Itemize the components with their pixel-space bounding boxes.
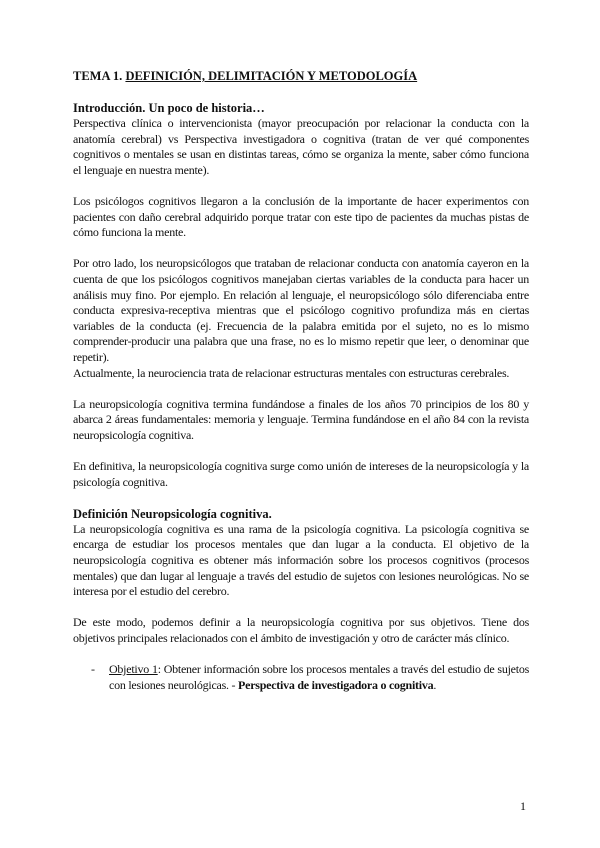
list-dash: -: [91, 662, 95, 677]
intro-paragraph-2: Los psicólogos cognitivos llegaron a la conclusión de la importante de hacer experimentos con pacientes con daño cerebral adquirido porque tratar con este tipo de pacientes da muchas pistas de cómo funciona la mente.: [73, 193, 529, 240]
page-content: [73, 68, 529, 693]
intro-heading: Introducción. Un poco de historia…: [73, 101, 265, 115]
objective-text: : Obtener información sobre los procesos mentales a través del estudio de sujetos con lesiones neurológicas. -: [109, 662, 530, 692]
definition-paragraph-1: La neuropsicología cognitiva es una rama de la psicología cognitiva. La psicología cognitiva se encarga de estudiar los procesos mentales que dan lugar a la conducta. El objetivo de la neuropsicología cognitiva es obtener más información sobre los procesos cognitivos (procesos mentales) que dan lugar al lenguaje a través del estudio de sujetos con lesiones neurológicas. No se interesa por el estudio del cerebro.: [73, 521, 529, 599]
title-prefix: TEMA 1.: [73, 69, 126, 83]
objective-label: Objetivo 1: [109, 662, 158, 677]
intro-paragraph-4: Actualmente, la neurociencia trata de relacionar estructuras mentales con estructuras cerebrales.: [73, 365, 510, 380]
intro-paragraph-1: Perspectiva clínica o intervencionista (mayor preocupación por relacionar la conducta con la anatomía cerebral) vs Perspectiva investigadora o cognitiva (tratan de ver qué componentes cognitivos o mentales se usan en distintas tareas, cómo se organiza la mente, saber cómo funciona el lenguaje en nuestra mente).: [73, 116, 529, 177]
page-title: [73, 68, 529, 84]
intro-paragraph-3: Por otro lado, los neuropsicólogos que trataban de relacionar conducta con anatomía cayeron en la cuenta de que los psicólogos cognitivos manejaban ciertas variables de la conducta para hacer un análisis muy fino. Por ejemplo. En relación al lenguaje, el neuropsicólogo sólo diferenciaba entre conducta expresiva-receptiva mientras que el psicólogo cognitivo profundiza más en ciertas variables de la conducta (ej. Frecuencia de la palabra emitida por el sujeto, no es lo mismo comprender-producir una palabra que una frase, no es lo mismo repetir que leer, o denominar que repetir).: [73, 256, 529, 364]
title-main: DEFINICIÓN, DELIMITACIÓN Y METODOLOGÍA: [125, 69, 418, 83]
intro-paragraph-6: En definitiva, la neuropsicología cognitiva surge como unión de intereses de la neuropsicología y la psicología cognitiva.: [73, 459, 529, 489]
definition-heading: Definición Neuropsicología cognitiva.: [73, 506, 272, 521]
list-item: [73, 662, 529, 693]
intro-paragraph-5: La neuropsicología cognitiva termina fundándose a finales de los años 70 principios de los 80 y abarca 2 áreas fundamentales: memoria y lenguaje. Termina fundándose en el año 84 con la revista neuropsicología cognitiva.: [73, 396, 529, 442]
objective-bold: Perspectiva de investigadora o cognitiva: [238, 677, 434, 692]
definition-paragraph-2: De este modo, podemos definir a la neuropsicología cognitiva por sus objetivos. Tiene dos objetivos principales relacionados con el ámbito de investigación y otro de carácter más clínico.: [73, 615, 529, 645]
objective-end: .: [433, 677, 437, 692]
page-number: 1: [520, 799, 526, 813]
objectives-list: [73, 662, 529, 693]
